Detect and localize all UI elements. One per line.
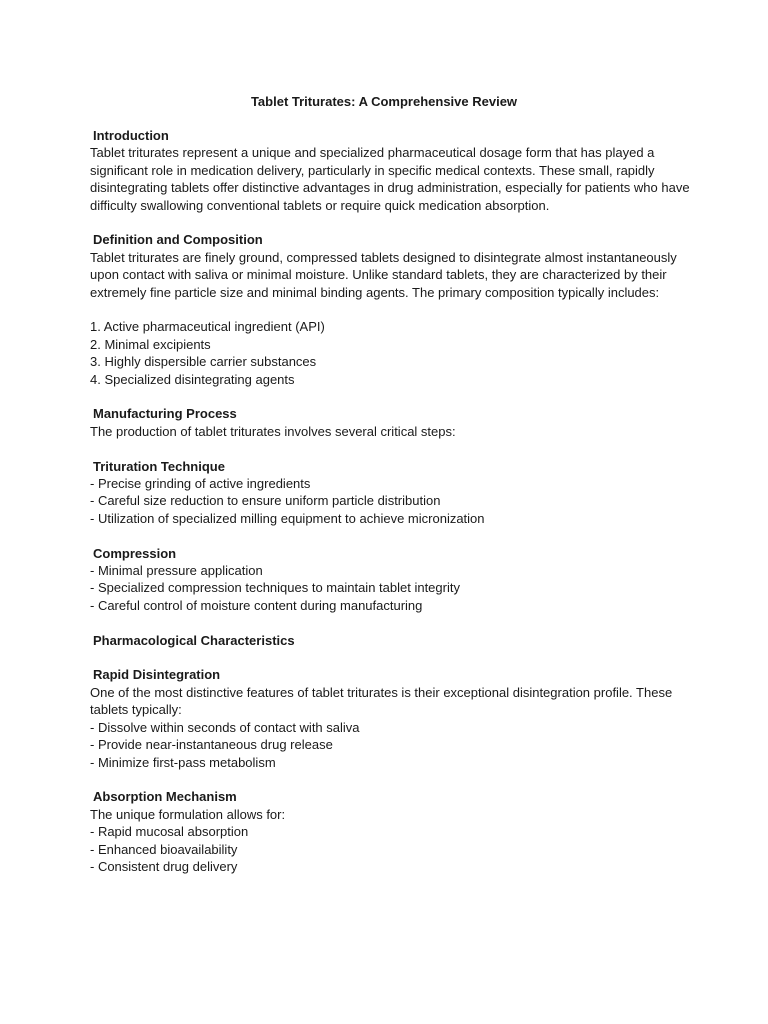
section-heading: Pharmacological Characteristics: [93, 632, 295, 648]
list-item: - Rapid mucosal absorption: [90, 824, 249, 840]
absorption-list: [90, 823, 690, 875]
trituration-list: [90, 475, 690, 527]
section-introduction: [90, 127, 690, 214]
section-heading: Definition and Composition: [93, 232, 263, 248]
list-item: - Precise grinding of active ingredients: [90, 476, 311, 492]
section-heading: Absorption Mechanism: [93, 789, 237, 805]
composition-list: [90, 318, 690, 388]
section-heading: Trituration Technique: [93, 458, 225, 474]
section-definition: [90, 231, 690, 388]
section-trituration: [90, 458, 690, 528]
section-absorption: [90, 788, 690, 875]
list-item: 4. Specialized disintegrating agents: [90, 371, 295, 387]
paragraph: Tablet triturates represent a unique and specialized pharmaceutical dosage form that has played a significant role in medication delivery, particularly in specific medical contexts. These small, rapidly disintegrating tablets offer distinctive advantages in drug administration, especially for patients who have difficulty swallowing conventional tablets or require quick medication absorption.: [90, 145, 690, 213]
paragraph: One of the most distinctive features of tablet triturates is their exceptional disintegration profile. These tablets typically:: [90, 684, 673, 718]
section-pharmacological: [90, 632, 690, 649]
section-heading: Rapid Disintegration: [93, 667, 221, 683]
section-compression: [90, 545, 690, 615]
section-heading: Compression: [93, 545, 177, 561]
document-body: [90, 127, 690, 893]
compression-list: [90, 562, 690, 614]
list-item: - Specialized compression techniques to maintain tablet integrity: [90, 580, 460, 596]
section-manufacturing: [90, 405, 690, 440]
list-item: - Provide near-instantaneous drug release: [90, 737, 333, 753]
section-heading: Introduction: [93, 128, 169, 143]
disintegration-list: [90, 719, 690, 771]
list-item: 3. Highly dispersible carrier substances: [90, 354, 317, 370]
list-item: - Utilization of specialized milling equipment to achieve micronization: [90, 510, 485, 526]
list-item: - Enhanced bioavailability: [90, 841, 238, 857]
section-rapid-disintegration: [90, 666, 690, 770]
paragraph: The production of tablet triturates involves several critical steps:: [90, 423, 456, 439]
list-item: 2. Minimal excipients: [90, 336, 211, 352]
list-item: - Minimal pressure application: [90, 563, 263, 579]
list-item: 1. Active pharmaceutical ingredient (API): [90, 319, 325, 335]
paragraph: Tablet triturates are finely ground, compressed tablets designed to disintegrate almost instantaneously upon contact with saliva or minimal moisture. Unlike standard tablets, they are characterized by their extremely fine particle size and minimal binding agents. The primary composition typically includes:: [90, 249, 677, 300]
list-item: - Consistent drug delivery: [90, 858, 238, 874]
section-heading: Manufacturing Process: [93, 406, 237, 422]
document-title: Tablet Triturates: A Comprehensive Review: [250, 94, 518, 109]
list-item: - Dissolve within seconds of contact with saliva: [90, 719, 360, 735]
list-item: - Minimize first-pass metabolism: [90, 754, 276, 770]
list-item: - Careful size reduction to ensure uniform particle distribution: [90, 493, 441, 509]
paragraph: The unique formulation allows for:: [90, 806, 286, 822]
list-item: - Careful control of moisture content during manufacturing: [90, 597, 423, 613]
